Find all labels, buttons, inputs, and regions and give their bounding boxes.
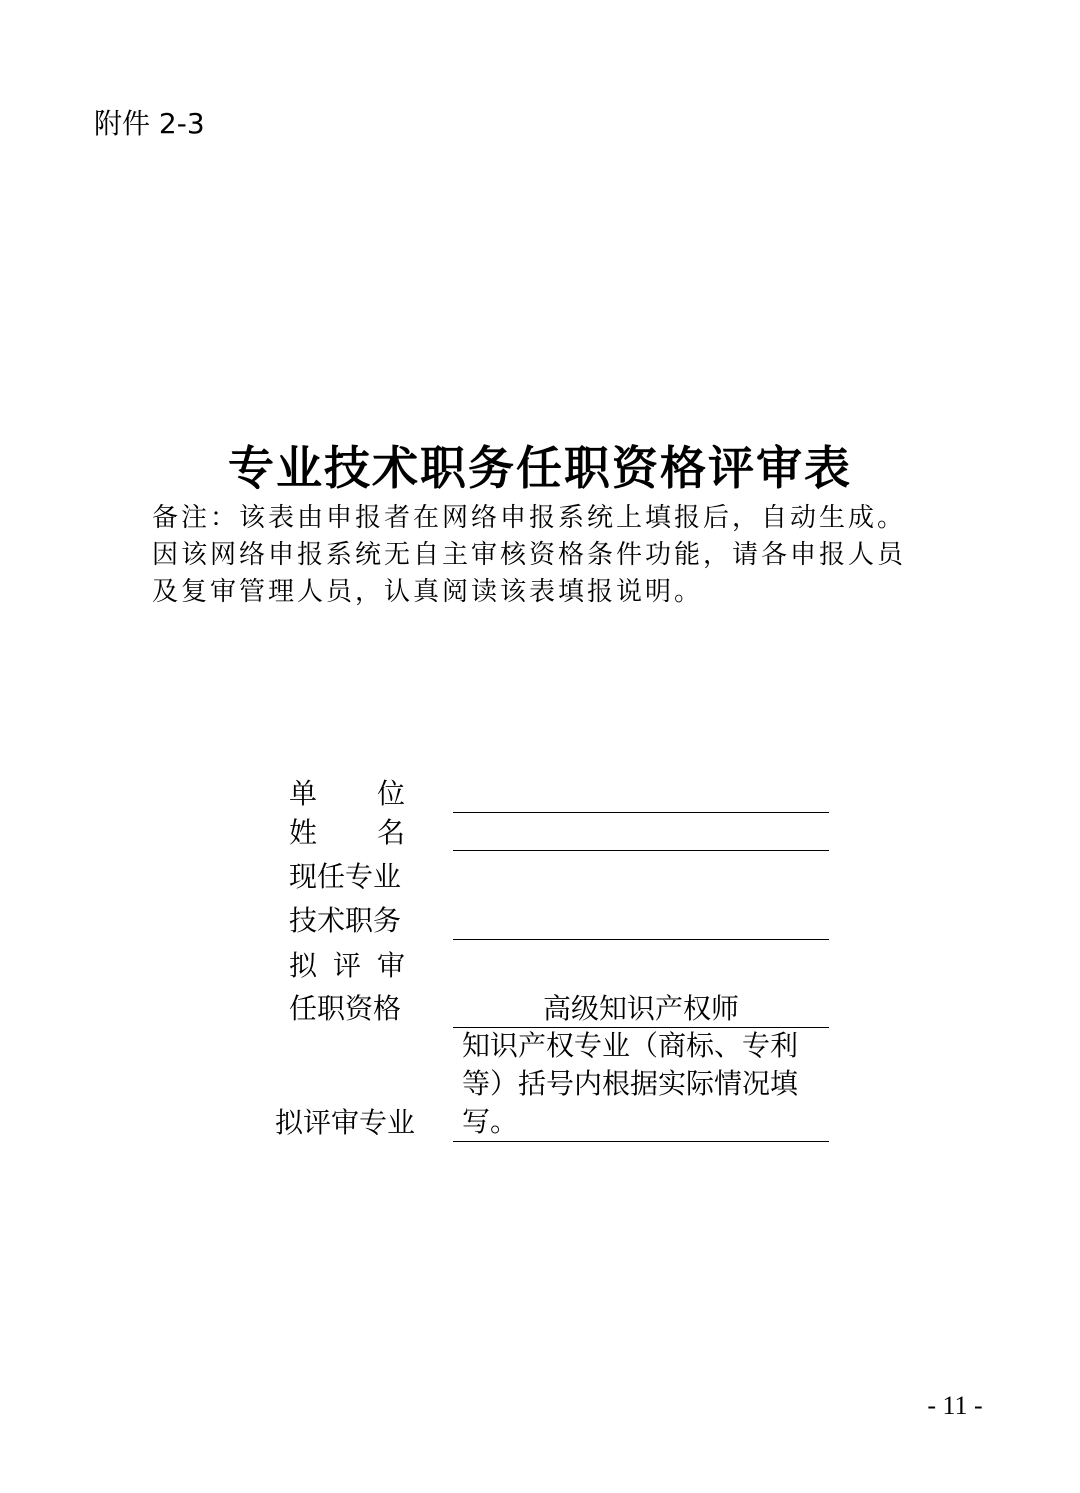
unit-label <box>289 774 405 814</box>
proposed-review-char: 评 <box>332 949 361 982</box>
unit-field-line[interactable] <box>453 812 829 813</box>
name-label-char: 名 <box>376 816 405 849</box>
qualification-label: 任职资格 <box>289 992 402 1025</box>
unit-label-char: 单 <box>289 777 318 810</box>
note-block <box>152 500 942 611</box>
review-major-line: 知识产权专业（商标、专利 <box>462 1029 799 1062</box>
attachment-label: 附件 2-3 <box>94 107 205 140</box>
page-number: - 11 - <box>927 1391 983 1420</box>
review-major-value <box>462 1027 828 1141</box>
current-position-field-line[interactable] <box>453 939 829 940</box>
review-major-line: 写。 <box>462 1105 519 1138</box>
review-major-line: 等）括号内根据实际情况填 <box>462 1067 799 1100</box>
review-major-field-line[interactable] <box>453 1141 829 1142</box>
qualification-value: 高级知识产权师 <box>542 992 739 1025</box>
proposed-review-char: 审 <box>376 949 405 982</box>
unit-label-char: 位 <box>376 777 405 810</box>
tech-position-label: 技术职务 <box>289 904 402 937</box>
note-line: 因该网络申报系统无自主审核资格条件功能，请各申报人员 <box>152 540 907 570</box>
name-label-char: 姓 <box>289 816 318 849</box>
name-label <box>289 813 405 853</box>
proposed-review-label <box>289 946 405 986</box>
document-title: 专业技术职务任职资格评审表 <box>228 441 852 495</box>
name-field-line[interactable] <box>453 850 829 851</box>
current-major-label: 现任专业 <box>289 860 402 893</box>
review-major-label: 拟评审专业 <box>275 1106 416 1139</box>
note-line: 备注：该表由申报者在网络申报系统上填报后，自动生成。 <box>152 503 907 533</box>
note-line: 及复审管理人员，认真阅读该表填报说明。 <box>152 577 704 607</box>
proposed-review-char: 拟 <box>289 949 318 982</box>
